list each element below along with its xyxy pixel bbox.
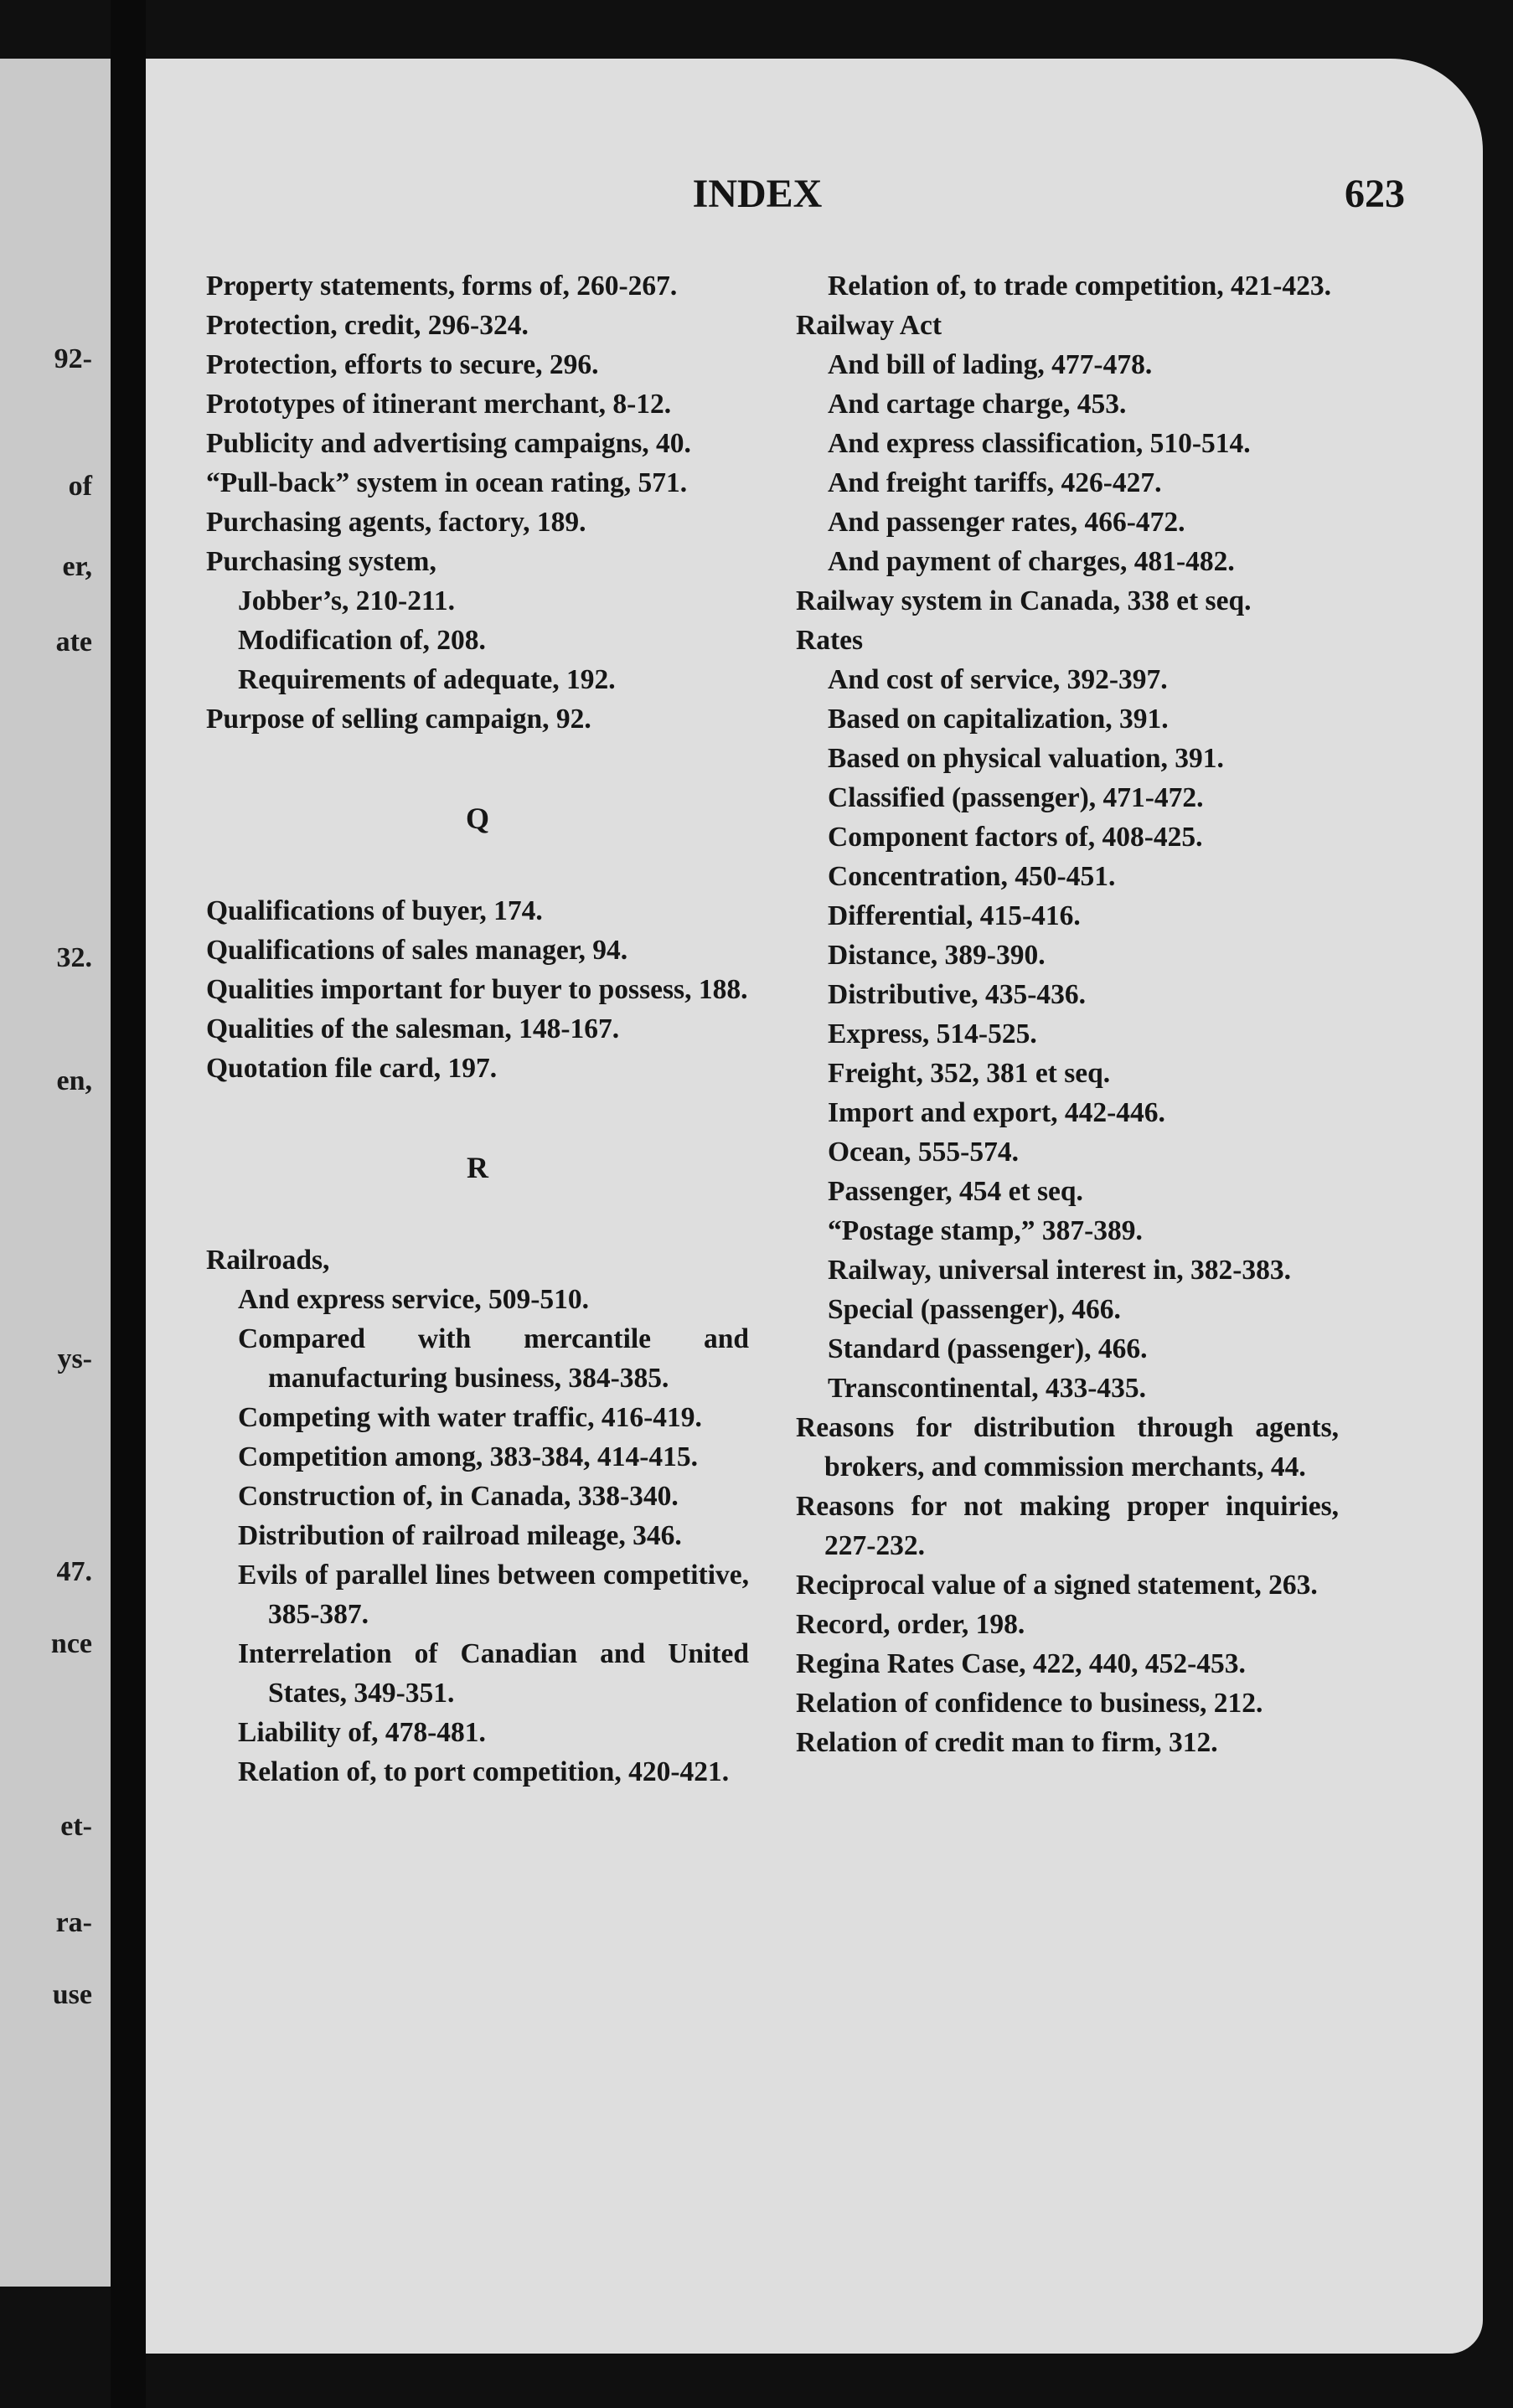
section-spacer [206,838,749,891]
index-subentry: Ocean, 555-574. [828,1137,1019,1168]
index-entry: Protection, credit, 296-324. [206,310,529,341]
previous-page-fragment: ate [55,626,92,657]
index-subentry: Jobber’s, 210-211. [238,585,455,616]
index-subentry: Concentration, 450-451. [828,861,1116,892]
index-entry: “Pull-back” system in ocean rating, 571. [206,467,688,498]
index-entry: Publicity and advertising campaigns, 40. [206,428,691,459]
previous-page-fragment: ra- [55,1907,92,1938]
index-heading: Rates [796,625,864,656]
index-subentry: Standard (passenger), 466. [828,1333,1148,1364]
index-heading: Railroads, [206,1245,330,1276]
previous-page-fragment: en, [56,1065,92,1096]
index-subentry: “Postage stamp,” 387-389. [828,1215,1143,1246]
index-subentry: And freight tariffs, 426-427. [828,467,1162,498]
index-subentry: Competing with water traffic, 416-419. [238,1402,702,1433]
index-entry: Qualifications of sales manager, 94. [206,935,628,966]
index-subentry: And express classification, 510-514. [828,428,1251,459]
index-column-left [206,266,749,1792]
previous-page-fragment: of [68,471,92,502]
index-subentry: Interrelation of Canadian and United States, 349-351. [238,1638,749,1709]
index-entry: Qualities important for buyer to possess, 188. [206,974,748,1005]
index-subentry: Differential, 415-416. [828,900,1081,931]
index-column-right [796,266,1339,1762]
index-entry: Reasons for distribution through agents, brokers, and commission merchants, 44. [796,1412,1339,1482]
index-subentry: Classified (passenger), 471-472. [828,782,1204,813]
index-heading: Purchasing system, [206,546,436,577]
index-entry: Relation of credit man to firm, 312. [796,1727,1218,1758]
index-subentry: Passenger, 454 et seq. [828,1176,1083,1207]
index-subentry: Liability of, 478-481. [238,1717,486,1748]
page-number: 623 [1345,172,1405,216]
index-subentry: And cost of service, 392-397. [828,664,1168,695]
index-page [146,59,1483,2354]
section-letter: R [467,1151,488,1184]
index-entry: Qualities of the salesman, 148-167. [206,1013,620,1044]
section-spacer [206,1088,749,1148]
index-subentry: Competition among, 383-384, 414-415. [238,1441,699,1472]
index-subentry: Construction of, in Canada, 338-340. [238,1481,679,1512]
index-entry: Purpose of selling campaign, 92. [206,704,591,735]
index-entry: Protection, efforts to secure, 296. [206,349,599,380]
index-entry: Railway system in Canada, 338 et seq. [796,585,1252,616]
previous-page-fragment: ys- [57,1343,92,1374]
index-subentry: Freight, 352, 381 et seq. [828,1058,1111,1089]
index-subentry: Import and export, 442-446. [828,1097,1165,1128]
index-entry: Record, order, 198. [796,1609,1025,1640]
index-subentry: Transcontinental, 433-435. [828,1373,1146,1404]
previous-page-fragment: 47. [56,1556,92,1587]
index-entry: Property statements, forms of, 260-267. [206,271,678,302]
index-subentry: Modification of, 208. [238,625,486,656]
section-spacer [206,1188,749,1240]
previous-page-fragment: er, [62,551,92,582]
index-subentry: Component factors of, 408-425. [828,822,1203,853]
index-subentry: Requirements of adequate, 192. [238,664,616,695]
page-title: INDEX [692,172,823,216]
index-subentry: And passenger rates, 466-472. [828,507,1185,538]
index-entry: Reciprocal value of a signed statement, 263. [796,1570,1318,1601]
index-subentry: And express service, 509-510. [238,1284,590,1315]
index-entry: Quotation file card, 197. [206,1053,498,1084]
index-entry: Purchasing agents, factory, 189. [206,507,586,538]
previous-page-fragment: nce [50,1628,92,1659]
previous-page-fragment: et- [60,1811,92,1842]
section-spacer [206,739,749,799]
previous-page-fragment: 92- [54,343,92,374]
index-subentry: Distance, 389-390. [828,940,1046,971]
index-subentry: Express, 514-525. [828,1018,1037,1049]
section-letter: Q [465,802,489,835]
index-subentry: Compared with mercantile and manufacturing business, 384-385. [238,1323,749,1394]
index-subentry: And cartage charge, 453. [828,389,1127,420]
index-subentry: Relation of, to port competition, 420-421. [238,1756,730,1787]
book-gutter [111,0,146,2408]
previous-page-edge [0,59,111,2287]
index-subentry: Special (passenger), 466. [828,1294,1121,1325]
previous-page-fragment: 32. [56,942,92,973]
index-subentry: Relation of, to trade competition, 421-423. [828,271,1332,302]
previous-page-fragment: use [52,1979,92,2010]
index-subentry: Evils of parallel lines between competitive, 385-387. [238,1560,749,1630]
index-subentry: Railway, universal interest in, 382-383. [828,1255,1292,1286]
index-entry: Relation of confidence to business, 212. [796,1688,1263,1719]
index-subentry: Distribution of railroad mileage, 346. [238,1520,682,1551]
page-header [146,171,1483,221]
index-entry: Prototypes of itinerant merchant, 8-12. [206,389,672,420]
index-subentry: Distributive, 435-436. [828,979,1086,1010]
index-entry: Qualifications of buyer, 174. [206,895,543,926]
index-subentry: And payment of charges, 481-482. [828,546,1235,577]
index-heading: Railway Act [796,310,942,341]
index-entry: Reasons for not making proper inquiries, 227-232. [796,1491,1339,1561]
index-subentry: Based on capitalization, 391. [828,704,1169,735]
index-subentry: Based on physical valuation, 391. [828,743,1224,774]
index-subentry: And bill of lading, 477-478. [828,349,1153,380]
index-entry: Regina Rates Case, 422, 440, 452-453. [796,1648,1246,1679]
